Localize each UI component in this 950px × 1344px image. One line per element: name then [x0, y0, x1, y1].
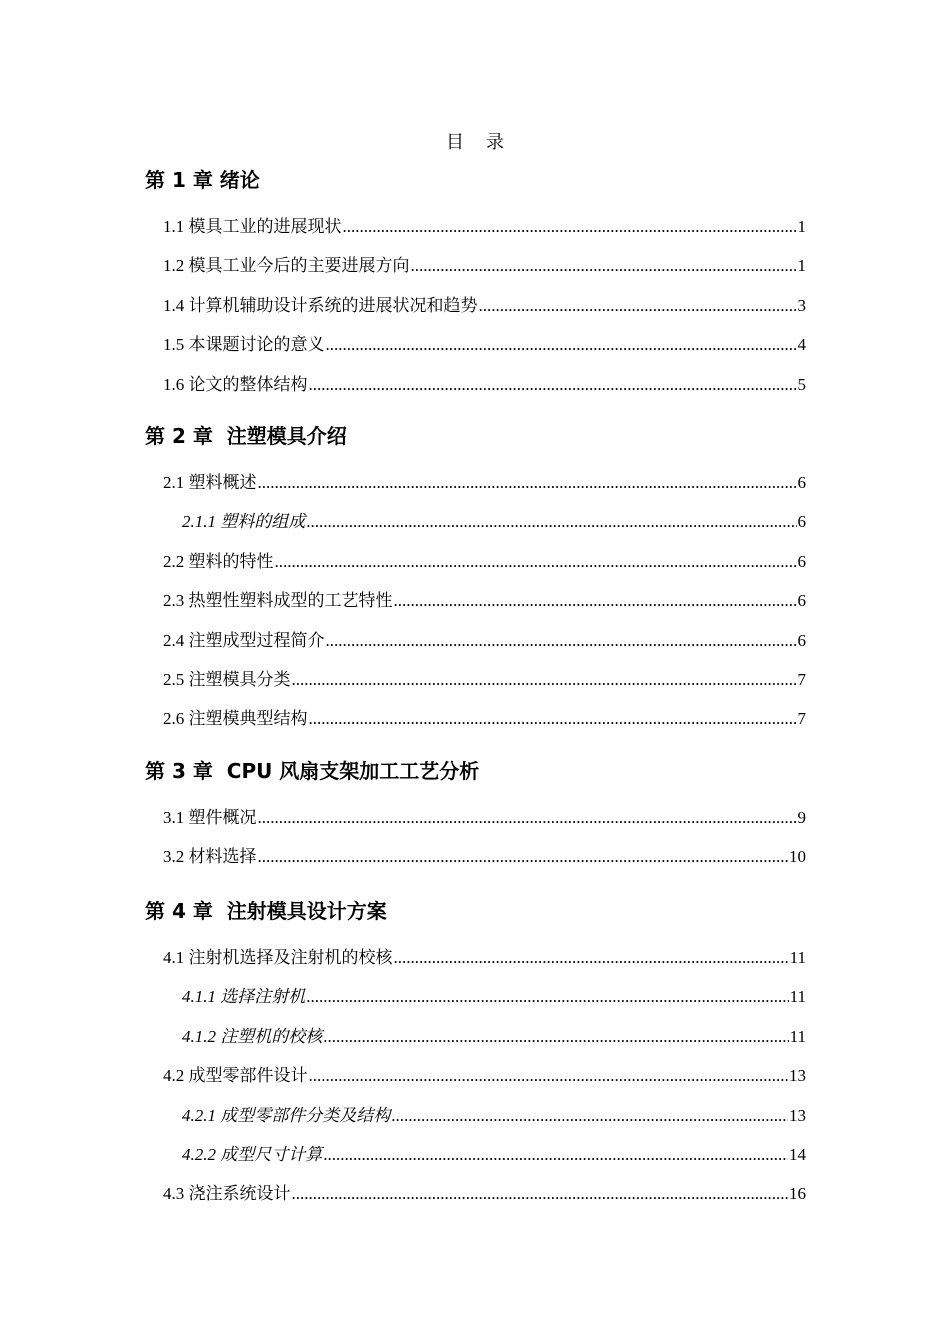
dot-leader [292, 1183, 789, 1205]
entry-page-number: 1 [797, 217, 806, 236]
chapter-heading[interactable]: 第 4 章 注射模具设计方案 [145, 899, 387, 923]
entry-page-number: 10 [789, 847, 806, 867]
entry-label: 1.6 论文的整体结构 [163, 374, 308, 394]
entry-page-number: 9 [797, 808, 806, 827]
dot-leader [479, 295, 797, 317]
dot-leader [306, 511, 796, 533]
entry-label: 4.2 成型零部件设计 [163, 1066, 308, 1086]
toc-section-entry[interactable] [163, 374, 806, 396]
entry-label: 3.1 塑件概况 [163, 808, 257, 827]
dot-leader [326, 334, 797, 356]
dot-leader [275, 551, 797, 573]
dot-leader [306, 986, 788, 1008]
toc-section-entry[interactable] [163, 1065, 806, 1087]
entry-page-number: 6 [797, 512, 806, 532]
entry-label: 2.1 塑料概述 [163, 473, 257, 492]
dot-leader [292, 669, 797, 691]
dot-leader [323, 1144, 788, 1166]
toc-subsection-entry[interactable] [182, 986, 806, 1008]
entry-page-number: 6 [797, 473, 806, 492]
toc-subsection-entry[interactable] [182, 1026, 806, 1048]
toc-section-entry[interactable] [163, 630, 806, 652]
dot-leader [309, 1065, 789, 1087]
dot-leader [391, 1105, 788, 1127]
chapter-heading[interactable]: 第 1 章 绪论 [145, 168, 260, 192]
toc-subsection-entry[interactable] [182, 511, 806, 533]
dot-leader [309, 374, 797, 396]
entry-label: 1.4 计算机辅助设计系统的进展状况和趋势 [163, 295, 478, 315]
entry-page-number: 14 [789, 1145, 806, 1164]
toc-section-entry[interactable] [163, 551, 806, 573]
dot-leader [411, 255, 797, 277]
entry-label: 1.1 模具工业的进展现状 [163, 217, 342, 236]
entry-page-number: 16 [789, 1184, 806, 1204]
toc-section-entry[interactable] [163, 947, 806, 969]
toc-section-entry[interactable] [163, 255, 806, 277]
dot-leader [309, 708, 797, 730]
entry-label: 2.1.1 塑料的组成 [182, 512, 306, 532]
dot-leader [394, 590, 797, 612]
toc-section-entry[interactable] [163, 669, 806, 691]
dot-leader [258, 846, 789, 868]
dot-leader [326, 630, 797, 652]
entry-label: 4.2.1 成型零部件分类及结构 [182, 1105, 391, 1125]
entry-label: 4.2.2 成型尺寸计算 [182, 1145, 323, 1164]
entry-page-number: 5 [797, 374, 806, 394]
chapter-heading[interactable]: 第 2 章 注塑模具介绍 [145, 424, 347, 448]
toc-section-entry[interactable] [163, 846, 806, 868]
toc-subsection-entry[interactable] [182, 1144, 806, 1166]
entry-label: 2.3 热塑性塑料成型的工艺特性 [163, 591, 393, 611]
toc-section-entry[interactable] [163, 807, 806, 829]
toc-section-entry[interactable] [163, 472, 806, 494]
entry-page-number: 7 [797, 709, 806, 729]
toc-section-entry[interactable] [163, 590, 806, 612]
dot-leader [258, 807, 797, 829]
entry-label: 4.1.2 注塑机的校核 [182, 1026, 323, 1046]
entry-label: 4.3 浇注系统设计 [163, 1184, 291, 1204]
entry-label: 2.2 塑料的特性 [163, 551, 274, 571]
entry-page-number: 11 [789, 948, 806, 967]
entry-page-number: 7 [797, 670, 806, 689]
entry-page-number: 6 [797, 591, 806, 611]
toc-section-entry[interactable] [163, 708, 806, 730]
entry-page-number: 11 [789, 1026, 806, 1046]
toc-section-entry[interactable] [163, 295, 806, 317]
entry-page-number: 13 [789, 1066, 806, 1086]
entry-label: 2.6 注塑模典型结构 [163, 709, 308, 729]
entry-page-number: 3 [797, 295, 806, 315]
entry-page-number: 13 [789, 1105, 806, 1125]
entry-label: 3.2 材料选择 [163, 847, 257, 867]
toc-title: 目录 [446, 132, 526, 152]
dot-leader [323, 1026, 788, 1048]
entry-page-number: 11 [789, 987, 806, 1007]
entry-label: 2.5 注塑模具分类 [163, 670, 291, 689]
entry-label: 1.2 模具工业今后的主要进展方向 [163, 256, 410, 276]
toc-section-entry[interactable] [163, 1183, 806, 1205]
toc-subsection-entry[interactable] [182, 1105, 806, 1127]
chapter-heading[interactable]: 第 3 章 CPU 风扇支架加工工艺分析 [145, 759, 480, 783]
toc-section-entry[interactable] [163, 216, 806, 238]
toc-section-entry[interactable] [163, 334, 806, 356]
entry-label: 2.4 注塑成型过程简介 [163, 630, 325, 650]
entry-page-number: 6 [797, 630, 806, 650]
entry-label: 4.1 注射机选择及注射机的校核 [163, 948, 393, 967]
entry-label: 4.1.1 选择注射机 [182, 987, 306, 1007]
entry-page-number: 4 [797, 335, 806, 355]
entry-label: 1.5 本课题讨论的意义 [163, 335, 325, 355]
dot-leader [394, 947, 789, 969]
entry-page-number: 6 [797, 551, 806, 571]
dot-leader [258, 472, 797, 494]
dot-leader [343, 216, 797, 238]
entry-page-number: 1 [797, 256, 806, 276]
